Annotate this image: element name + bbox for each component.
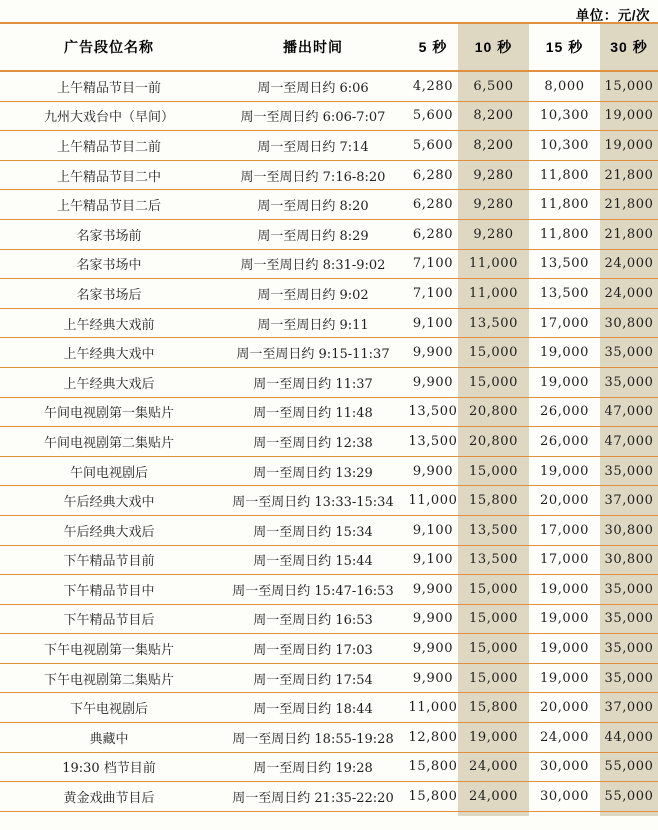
cell-name: 九州大戏台中（早间） (0, 101, 218, 131)
cell-s30: 35,000 (600, 367, 658, 397)
table-row (0, 545, 658, 575)
cell-time: 周一至周日约 6:06-7:07 (218, 101, 408, 131)
cell-s10: 11,000 (458, 249, 529, 279)
cell-s5: 9,100 (408, 308, 458, 338)
cell-s5: 9,900 (408, 575, 458, 605)
cell-s5: 7,100 (408, 249, 458, 279)
spacer-cell (529, 811, 600, 816)
cell-name: 下午精品节目后 (0, 604, 218, 634)
rate-table (0, 22, 658, 816)
cell-s10: 6,500 (458, 71, 529, 101)
cell-s10: 19,000 (458, 723, 529, 753)
cell-s30: 24,000 (600, 279, 658, 309)
cell-s30: 21,800 (600, 190, 658, 220)
cell-s30: 30,800 (600, 515, 658, 545)
cell-time: 周一至周日约 8:29 (218, 219, 408, 249)
cell-s10: 20,800 (458, 397, 529, 427)
cell-name: 上午精品节目一前 (0, 71, 218, 101)
cell-s5: 11,000 (408, 486, 458, 516)
cell-s10: 13,500 (458, 545, 529, 575)
cell-s10: 24,000 (458, 782, 529, 812)
cell-name: 下午精品节目中 (0, 575, 218, 605)
cell-s30: 19,000 (600, 101, 658, 131)
column-header-time: 播出时间 (218, 23, 408, 71)
table-row (0, 486, 658, 516)
table-row (0, 752, 658, 782)
cell-name: 午间电视剧第二集贴片 (0, 427, 218, 457)
header-row (0, 23, 658, 71)
cell-s15: 19,000 (529, 575, 600, 605)
column-header-name: 广告段位名称 (0, 23, 218, 71)
cell-s5: 6,280 (408, 190, 458, 220)
cell-s10: 20,800 (458, 427, 529, 457)
cell-s5: 15,800 (408, 782, 458, 812)
table-row (0, 338, 658, 368)
cell-s15: 10,300 (529, 131, 600, 161)
table-row (0, 782, 658, 812)
cell-s10: 15,000 (458, 634, 529, 664)
cell-name: 上午精品节目二后 (0, 190, 218, 220)
cell-time: 周一至周日约 9:15-11:37 (218, 338, 408, 368)
table-row (0, 367, 658, 397)
cell-s15: 19,000 (529, 663, 600, 693)
cell-s10: 8,200 (458, 131, 529, 161)
cell-s30: 55,000 (600, 752, 658, 782)
cell-s15: 17,000 (529, 308, 600, 338)
cell-name: 下午精品节目前 (0, 545, 218, 575)
cell-name: 上午经典大戏后 (0, 367, 218, 397)
table-row (0, 634, 658, 664)
cell-time: 周一至周日约 15:44 (218, 545, 408, 575)
unit-label: 单位：元/次 (575, 8, 650, 23)
spacer-cell (0, 811, 218, 816)
cell-s10: 9,280 (458, 190, 529, 220)
cell-name: 午后经典大戏后 (0, 515, 218, 545)
cell-s10: 15,000 (458, 604, 529, 634)
column-header-s10: 10 秒 (458, 23, 529, 71)
cell-time: 周一至周日约 6:06 (218, 71, 408, 101)
cell-name: 午后经典大戏中 (0, 486, 218, 516)
cell-s5: 9,900 (408, 367, 458, 397)
table-row (0, 456, 658, 486)
cell-s15: 26,000 (529, 427, 600, 457)
table-row (0, 397, 658, 427)
cell-s10: 15,000 (458, 367, 529, 397)
cell-time: 周一至周日约 19:28 (218, 752, 408, 782)
table-row (0, 723, 658, 753)
table-row (0, 71, 658, 101)
cell-s30: 35,000 (600, 338, 658, 368)
table-body (0, 71, 658, 811)
table-row (0, 101, 658, 131)
cell-name: 午间电视剧后 (0, 456, 218, 486)
table-row (0, 427, 658, 457)
cell-s15: 10,300 (529, 101, 600, 131)
cell-s10: 15,800 (458, 693, 529, 723)
cell-s15: 11,800 (529, 219, 600, 249)
cell-s10: 15,000 (458, 456, 529, 486)
cell-name: 名家书场前 (0, 219, 218, 249)
cell-time: 周一至周日约 16:53 (218, 604, 408, 634)
cell-time: 周一至周日约 8:20 (218, 190, 408, 220)
cell-s30: 30,800 (600, 308, 658, 338)
cell-name: 名家书场后 (0, 279, 218, 309)
cell-s15: 20,000 (529, 486, 600, 516)
cell-s30: 37,000 (600, 486, 658, 516)
cell-s10: 15,800 (458, 486, 529, 516)
table-row (0, 515, 658, 545)
cell-s5: 12,800 (408, 723, 458, 753)
cell-name: 上午精品节目二中 (0, 160, 218, 190)
cell-s5: 11,000 (408, 693, 458, 723)
column-header-s5: 5 秒 (408, 23, 458, 71)
cell-s30: 30,800 (600, 545, 658, 575)
spacer-cell (458, 811, 529, 816)
cell-name: 下午电视剧第二集贴片 (0, 663, 218, 693)
cell-time: 周一至周日约 18:55-19:28 (218, 723, 408, 753)
cell-time: 周一至周日约 12:38 (218, 427, 408, 457)
table-row (0, 219, 658, 249)
cell-time: 周一至周日约 9:11 (218, 308, 408, 338)
column-header-s15: 15 秒 (529, 23, 600, 71)
cell-s30: 35,000 (600, 456, 658, 486)
cell-s15: 19,000 (529, 367, 600, 397)
cell-time: 周一至周日约 11:48 (218, 397, 408, 427)
cell-s15: 19,000 (529, 456, 600, 486)
cell-time: 周一至周日约 13:29 (218, 456, 408, 486)
table-row (0, 131, 658, 161)
cell-s30: 21,800 (600, 160, 658, 190)
cell-s15: 19,000 (529, 604, 600, 634)
cell-s5: 5,600 (408, 101, 458, 131)
cell-time: 周一至周日约 11:37 (218, 367, 408, 397)
cell-s5: 7,100 (408, 279, 458, 309)
cell-s10: 9,280 (458, 219, 529, 249)
cell-name: 上午经典大戏中 (0, 338, 218, 368)
cell-s15: 19,000 (529, 634, 600, 664)
cell-s15: 17,000 (529, 545, 600, 575)
cell-s10: 24,000 (458, 752, 529, 782)
cell-s15: 8,000 (529, 71, 600, 101)
cell-s30: 24,000 (600, 249, 658, 279)
cell-s15: 30,000 (529, 752, 600, 782)
cell-name: 19:30 档节目前 (0, 752, 218, 782)
cell-time: 周一至周日约 7:14 (218, 131, 408, 161)
cell-time: 周一至周日约 13:33-15:34 (218, 486, 408, 516)
cell-s30: 35,000 (600, 634, 658, 664)
cell-s15: 11,800 (529, 160, 600, 190)
cell-s5: 5,600 (408, 131, 458, 161)
cell-s30: 44,000 (600, 723, 658, 753)
cell-name: 名家书场中 (0, 249, 218, 279)
cell-time: 周一至周日约 9:02 (218, 279, 408, 309)
cell-s5: 9,900 (408, 338, 458, 368)
cell-s10: 11,000 (458, 279, 529, 309)
cell-name: 典藏中 (0, 723, 218, 753)
cell-time: 周一至周日约 15:34 (218, 515, 408, 545)
cell-s5: 6,280 (408, 219, 458, 249)
spacer-cell (218, 811, 408, 816)
cell-time: 周一至周日约 17:03 (218, 634, 408, 664)
cell-s10: 13,500 (458, 308, 529, 338)
cell-name: 上午经典大戏前 (0, 308, 218, 338)
cell-s5: 13,500 (408, 427, 458, 457)
cell-s10: 13,500 (458, 515, 529, 545)
cell-name: 下午电视剧后 (0, 693, 218, 723)
cell-s30: 15,000 (600, 71, 658, 101)
cell-s15: 19,000 (529, 338, 600, 368)
cell-s5: 9,900 (408, 604, 458, 634)
spacer-cell (408, 811, 458, 816)
cell-s10: 15,000 (458, 575, 529, 605)
table-row (0, 604, 658, 634)
cell-s30: 47,000 (600, 427, 658, 457)
cell-s15: 13,500 (529, 249, 600, 279)
cell-s10: 15,000 (458, 663, 529, 693)
cell-s5: 9,900 (408, 456, 458, 486)
cell-s5: 9,100 (408, 545, 458, 575)
cell-name: 黄金戏曲节目后 (0, 782, 218, 812)
cell-s5: 13,500 (408, 397, 458, 427)
table-row (0, 575, 658, 605)
cell-s15: 11,800 (529, 190, 600, 220)
cell-s5: 9,900 (408, 634, 458, 664)
cell-time: 周一至周日约 8:31-9:02 (218, 249, 408, 279)
cell-s30: 55,000 (600, 782, 658, 812)
table-row (0, 249, 658, 279)
cell-s15: 13,500 (529, 279, 600, 309)
cell-s5: 9,100 (408, 515, 458, 545)
cell-s30: 35,000 (600, 604, 658, 634)
cell-time: 周一至周日约 7:16-8:20 (218, 160, 408, 190)
cell-s15: 26,000 (529, 397, 600, 427)
cell-s15: 20,000 (529, 693, 600, 723)
table-row (0, 308, 658, 338)
table-row (0, 279, 658, 309)
cell-time: 周一至周日约 17:54 (218, 663, 408, 693)
cell-s30: 35,000 (600, 575, 658, 605)
cell-time: 周一至周日约 18:44 (218, 693, 408, 723)
bottom-spacer-row (0, 811, 658, 816)
cell-name: 下午电视剧第一集贴片 (0, 634, 218, 664)
cell-s5: 15,800 (408, 752, 458, 782)
cell-s15: 24,000 (529, 723, 600, 753)
cell-s5: 6,280 (408, 160, 458, 190)
cell-s30: 47,000 (600, 397, 658, 427)
table-row (0, 190, 658, 220)
cell-s15: 30,000 (529, 782, 600, 812)
cell-s5: 4,280 (408, 71, 458, 101)
cell-s30: 37,000 (600, 693, 658, 723)
cell-s10: 15,000 (458, 338, 529, 368)
cell-name: 午间电视剧第一集贴片 (0, 397, 218, 427)
cell-s30: 21,800 (600, 219, 658, 249)
spacer-cell (600, 811, 658, 816)
cell-s5: 9,900 (408, 663, 458, 693)
table-row (0, 693, 658, 723)
cell-time: 周一至周日约 21:35-22:20 (218, 782, 408, 812)
table-row (0, 663, 658, 693)
cell-s15: 17,000 (529, 515, 600, 545)
cell-s10: 8,200 (458, 101, 529, 131)
cell-s10: 9,280 (458, 160, 529, 190)
cell-s30: 19,000 (600, 131, 658, 161)
cell-time: 周一至周日约 15:47-16:53 (218, 575, 408, 605)
column-header-s30: 30 秒 (600, 23, 658, 71)
cell-s30: 35,000 (600, 663, 658, 693)
cell-name: 上午精品节目二前 (0, 131, 218, 161)
table-row (0, 160, 658, 190)
